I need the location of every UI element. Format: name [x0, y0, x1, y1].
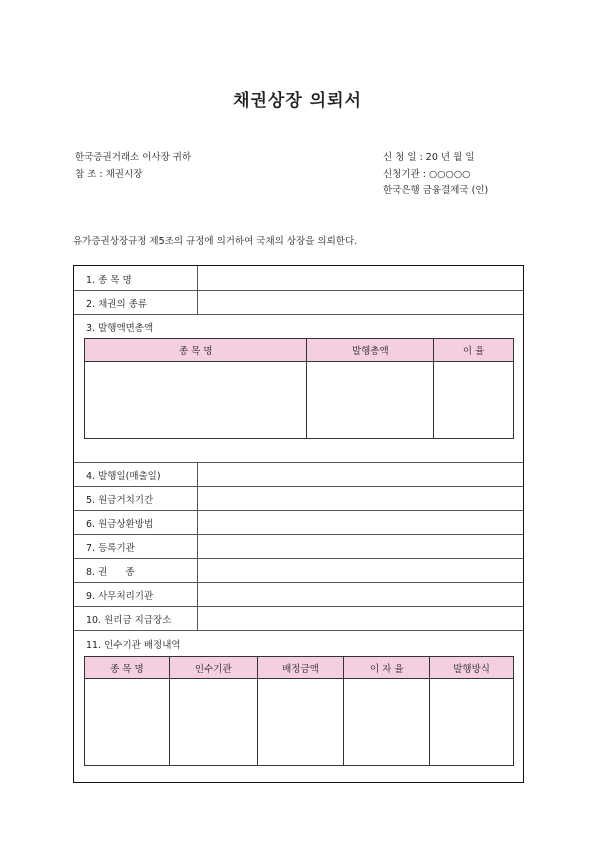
cell-allotted-amount[interactable]	[257, 679, 344, 766]
applicant-name: 신청기관 : ○○○○○	[383, 169, 471, 180]
row-registrar	[74, 535, 523, 559]
row-label: 7. 등록기관	[86, 543, 135, 554]
row-administrator	[74, 583, 523, 607]
row-label: 3. 발행액면총액	[86, 323, 154, 334]
intro-text: 유가증권상장규정 제5조의 규정에 의거하여 국채의 상장을 의뢰한다.	[73, 236, 358, 247]
cell-coupon-rate[interactable]	[344, 679, 430, 766]
row-redemption-method	[74, 511, 523, 535]
agent-signature: 한국은행 금융결제국 (인)	[383, 185, 489, 196]
header-issue-method: 발행방식	[430, 657, 514, 679]
row-issue-date	[74, 463, 523, 487]
recipient-line: 한국증권거래소 이사장 귀하	[75, 152, 192, 163]
row-bond-type	[74, 291, 523, 315]
header-total-amount: 발행총액	[307, 339, 434, 362]
header-allotted-amount: 배정금액	[257, 657, 344, 679]
document-title: 채권상장 의뢰서	[233, 91, 362, 111]
row-denomination	[74, 559, 523, 583]
header-coupon-rate: 이 자 율	[344, 657, 430, 679]
cell-issue-method[interactable]	[430, 679, 514, 766]
cell-issue-name[interactable]	[85, 362, 307, 439]
cell-interest-rate[interactable]	[434, 362, 514, 439]
row-allotment	[74, 631, 523, 782]
header-underwriter: 인수기관	[169, 657, 257, 679]
reference-line: 참 조 : 채권시장	[75, 169, 143, 180]
application-form	[73, 265, 524, 783]
allotment-table	[84, 656, 514, 766]
row-label: 6. 원금상환방법	[86, 519, 154, 530]
row-label: 11. 인수기관 배정내역	[86, 640, 181, 651]
cell-total-amount[interactable]	[307, 362, 434, 439]
cell-underwriter[interactable]	[169, 679, 257, 766]
row-label: 1. 종 목 명	[86, 275, 132, 286]
issue-amount-table	[84, 338, 514, 439]
cell-issue-name[interactable]	[85, 679, 170, 766]
row-face-amount	[74, 315, 523, 463]
row-payment-place	[74, 607, 523, 631]
header-issue-name: 종 목 명	[85, 339, 307, 362]
row-label: 2. 채권의 종류	[86, 299, 147, 310]
row-issue-name	[74, 266, 523, 291]
row-label: 8. 권 종	[86, 567, 135, 578]
row-label: 10. 원리금 지급장소	[86, 615, 172, 626]
row-label: 4. 발행일(매출일)	[86, 471, 161, 482]
row-deferment-period	[74, 487, 523, 511]
header-issue-name: 종 목 명	[85, 657, 170, 679]
row-label: 5. 원금거치기간	[86, 495, 154, 506]
header-interest-rate: 이 율	[434, 339, 514, 362]
application-date: 신 청 일 : 20 년 월 일	[383, 152, 475, 163]
row-label: 9. 사무처리기관	[86, 591, 154, 602]
